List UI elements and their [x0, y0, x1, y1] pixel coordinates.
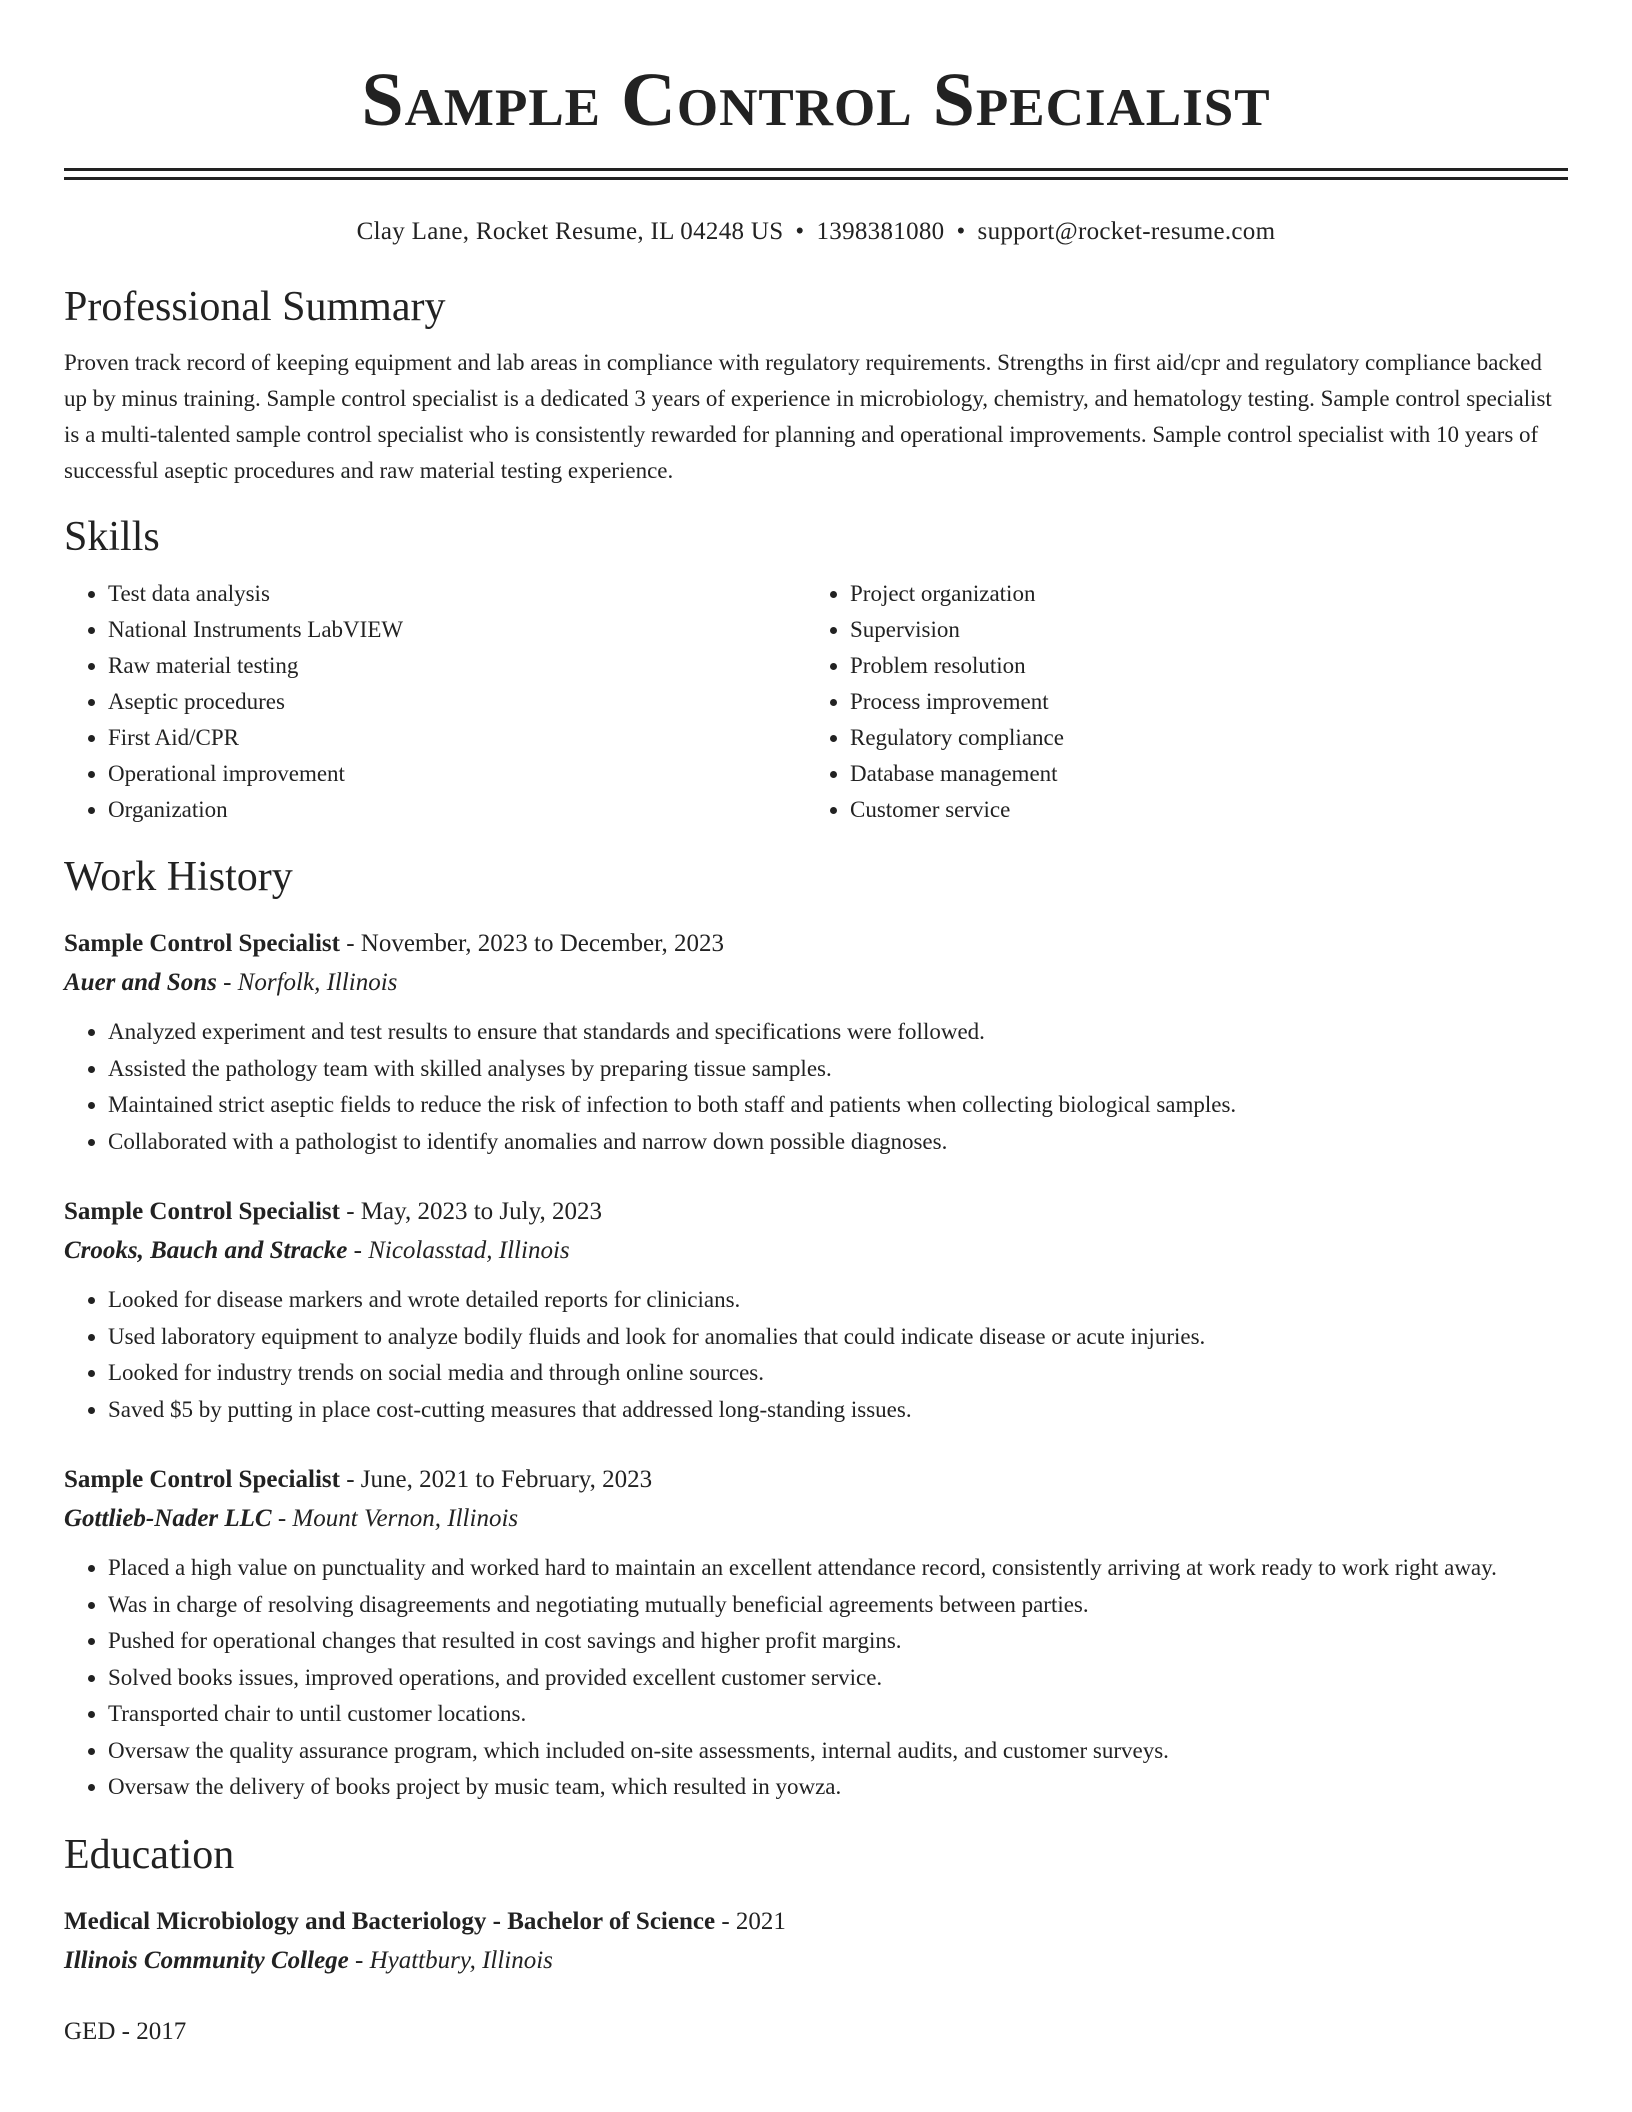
- job-bullet: • Used laboratory equipment to analyze bodily fluids and look for anomalies that could indicate disease or acute injuries.: [108, 1319, 1568, 1356]
- job-bullet: • Was in charge of resolving disagreements and negotiating mutually beneficial agreements between parties.: [108, 1587, 1568, 1624]
- skills-heading: Skills: [64, 514, 160, 560]
- work-history-heading: Work History: [64, 854, 293, 900]
- job-company-line: [64, 1232, 1568, 1270]
- job-bullet: • Pushed for operational changes that resulted in cost savings and higher profit margins.: [108, 1623, 1568, 1660]
- job-dates: - May, 2023 to July, 2023: [339, 1198, 602, 1225]
- job-dates: - June, 2021 to February, 2023: [339, 1466, 653, 1493]
- job-bullet: • Analyzed experiment and test results to ensure that standards and specifications were followed.: [108, 1014, 1568, 1051]
- job-title-line: [64, 1192, 1568, 1232]
- resume-title: Sample Control Specialist: [361, 58, 1271, 142]
- education-section: [64, 1830, 1568, 2052]
- title-divider-top: [64, 168, 1568, 171]
- job-bullets: [64, 1014, 1568, 1160]
- summary-heading: Professional Summary: [64, 284, 446, 330]
- skill-item: • Operational improvement: [108, 756, 806, 792]
- job-title-line: [64, 924, 1568, 964]
- contact-phone: 1398381080: [816, 218, 945, 245]
- skill-item: • First Aid/CPR: [108, 720, 806, 756]
- education-degree: Medical Microbiology and Bacteriology - Bachelor of Science: [64, 1907, 716, 1935]
- skill-item: • Raw material testing: [108, 648, 806, 684]
- contact-separator: •: [956, 218, 966, 245]
- job-company-line: [64, 1500, 1568, 1538]
- skills-section: [64, 512, 1568, 828]
- skill-item: • Organization: [108, 792, 806, 828]
- skill-item: • Customer service: [850, 792, 1548, 828]
- education-location: - Hyattbury, Illinois: [348, 1946, 553, 1974]
- job-bullet: • Maintained strict aseptic fields to reduce the risk of infection to both staff and patients when collecting biological samples.: [108, 1087, 1568, 1124]
- education-degree-line: [64, 2012, 1568, 2052]
- education-school-line: [64, 1942, 1568, 1980]
- job-company: Crooks, Bauch and Stracke: [64, 1237, 348, 1264]
- job-bullet: • Oversaw the quality assurance program, which included on-site assessments, internal audits, and customer surveys.: [108, 1733, 1568, 1770]
- job-company-line: [64, 964, 1568, 1002]
- title-divider-bottom: [64, 177, 1568, 180]
- summary-text: Proven track record of keeping equipment and lab areas in compliance with regulatory requirements. Strengths in first aid/cpr and regulatory compliance backed up by minus training. Sample control specialist is a dedicated 3 years of experience in microbiology, chemistry, and hematology testing. Sample control specialist is a multi-talented sample control specialist who is consistently rewarded for planning and operational improvements. Sample control specialist with 10 years of successful aseptic procedures and raw material testing experience.: [64, 350, 1552, 483]
- contact-address: Clay Lane, Rocket Resume, IL 04248 US: [356, 218, 784, 245]
- job-entry: [64, 1460, 1568, 1806]
- job-bullet: • Collaborated with a pathologist to identify anomalies and narrow down possible diagnoses.: [108, 1124, 1568, 1161]
- job-title: Sample Control Specialist: [64, 1198, 340, 1225]
- job-location: - Mount Vernon, Illinois: [271, 1505, 519, 1532]
- skills-columns: [64, 576, 1568, 828]
- skill-item: • Test data analysis: [108, 576, 806, 612]
- job-bullets: [64, 1282, 1568, 1428]
- skill-item: • Regulatory compliance: [850, 720, 1548, 756]
- job-title: Sample Control Specialist: [64, 930, 340, 957]
- job-entry: [64, 1192, 1568, 1428]
- skills-list-left: [64, 576, 806, 828]
- education-entry: [64, 1902, 1568, 1980]
- job-bullet: • Solved books issues, improved operations, and provided excellent customer service.: [108, 1660, 1568, 1697]
- skill-item: • Aseptic procedures: [108, 684, 806, 720]
- job-bullet: • Looked for industry trends on social media and through online sources.: [108, 1355, 1568, 1392]
- skill-item: • Supervision: [850, 612, 1548, 648]
- job-location: - Nicolasstad, Illinois: [347, 1237, 570, 1264]
- job-company: Auer and Sons: [64, 969, 217, 996]
- education-degree-line: [64, 1902, 1568, 1942]
- job-title-line: [64, 1460, 1568, 1500]
- skill-item: • Problem resolution: [850, 648, 1548, 684]
- job-bullet: • Transported chair to until customer locations.: [108, 1696, 1568, 1733]
- contact-separator: •: [795, 218, 805, 245]
- summary-section: [64, 282, 1568, 489]
- job-location: - Norfolk, Illinois: [216, 969, 398, 996]
- job-title: Sample Control Specialist: [64, 1466, 340, 1493]
- education-year: - 2021: [715, 1907, 786, 1935]
- job-dates: - November, 2023 to December, 2023: [339, 930, 724, 957]
- skill-item: • Database management: [850, 756, 1548, 792]
- education-school: Illinois Community College: [64, 1946, 349, 1974]
- skill-item: • Project organization: [850, 576, 1548, 612]
- job-bullet: • Oversaw the delivery of books project by music team, which resulted in yowza.: [108, 1769, 1568, 1806]
- contact-line: [64, 216, 1568, 248]
- skill-item: • Process improvement: [850, 684, 1548, 720]
- job-company: Gottlieb-Nader LLC: [64, 1505, 272, 1532]
- education-entry: [64, 2012, 1568, 2052]
- contact-email[interactable]: support@rocket-resume.com: [977, 218, 1276, 245]
- resume-page: [64, 0, 1568, 2052]
- job-bullet: • Looked for disease markers and wrote detailed reports for clinicians.: [108, 1282, 1568, 1319]
- job-bullet: • Placed a high value on punctuality and worked hard to maintain an excellent attendance record, consistently arriving at work ready to work right away.: [108, 1550, 1568, 1587]
- skill-item: • National Instruments LabVIEW: [108, 612, 806, 648]
- education-heading: Education: [64, 1831, 235, 1878]
- job-bullets: [64, 1550, 1568, 1806]
- skills-list-right: [806, 576, 1548, 828]
- education-year: GED - 2017: [64, 2017, 187, 2045]
- job-entry: [64, 924, 1568, 1160]
- work-history-section: [64, 852, 1568, 1806]
- job-bullet: • Saved $5 by putting in place cost-cutting measures that addressed long-standing issues.: [108, 1392, 1568, 1429]
- job-bullet: • Assisted the pathology team with skilled analyses by preparing tissue samples.: [108, 1051, 1568, 1088]
